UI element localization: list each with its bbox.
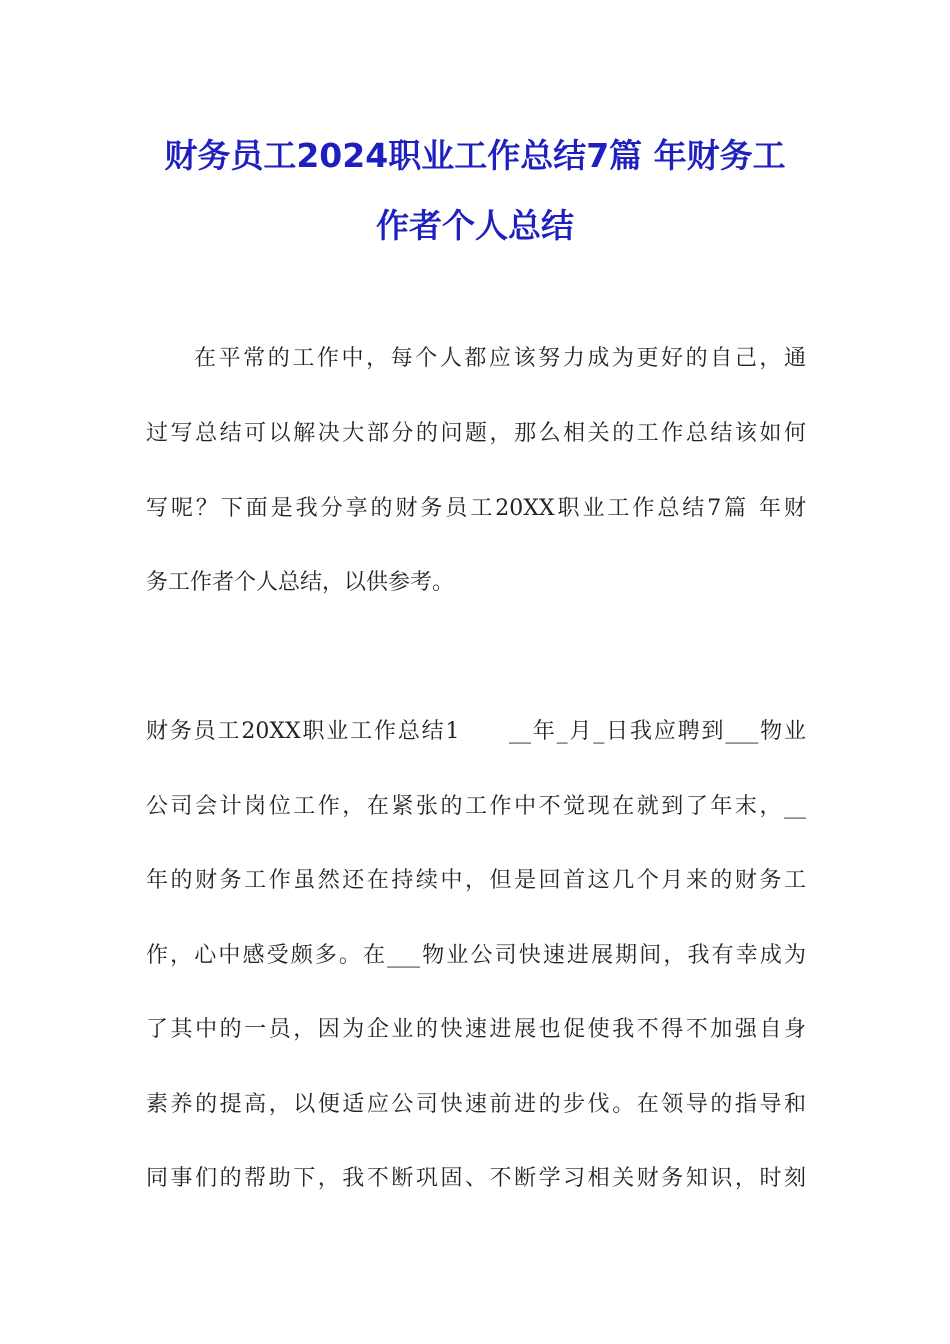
section-paragraph-line: 素养的提高，以便适应公司快速前进的步伐。在领导的指导和 — [146, 1092, 806, 1117]
intro-paragraph-line: 过写总结可以解决大部分的问题，那么相关的工作总结该如何 — [146, 421, 806, 446]
section-paragraph-line: 公司会计岗位工作，在紧张的工作中不觉现在就到了年末，__ — [146, 794, 806, 819]
document-title-line-2: 作者个人总结 — [376, 206, 574, 245]
section-paragraph-line: 了其中的一员，因为企业的快速进展也促使我不得不加强自身 — [146, 1017, 806, 1042]
intro-paragraph-line: 写呢？下面是我分享的财务员工20XX职业工作总结7篇 年财 — [146, 496, 806, 521]
section-paragraph-line: 作，心中感受颇多。在___物业公司快速进展期间，我有幸成为 — [146, 943, 806, 968]
section-paragraph-line: 年的财务工作虽然还在持续中，但是回首这几个月来的财务工 — [146, 868, 806, 893]
section-paragraph-line: 财务员工20XX职业工作总结1 __年_月_日我应聘到___物业 — [146, 719, 806, 744]
intro-paragraph-line: 在平常的工作中，每个人都应该努力成为更好的自己，通 — [194, 346, 806, 371]
document-title-line-1: 财务员工2024职业工作总结7篇 年财务工 — [164, 136, 786, 175]
intro-paragraph-line: 务工作者个人总结，以供参考。 — [146, 570, 455, 595]
section-paragraph-line: 同事们的帮助下，我不断巩固、不断学习相关财务知识，时刻 — [146, 1166, 806, 1191]
